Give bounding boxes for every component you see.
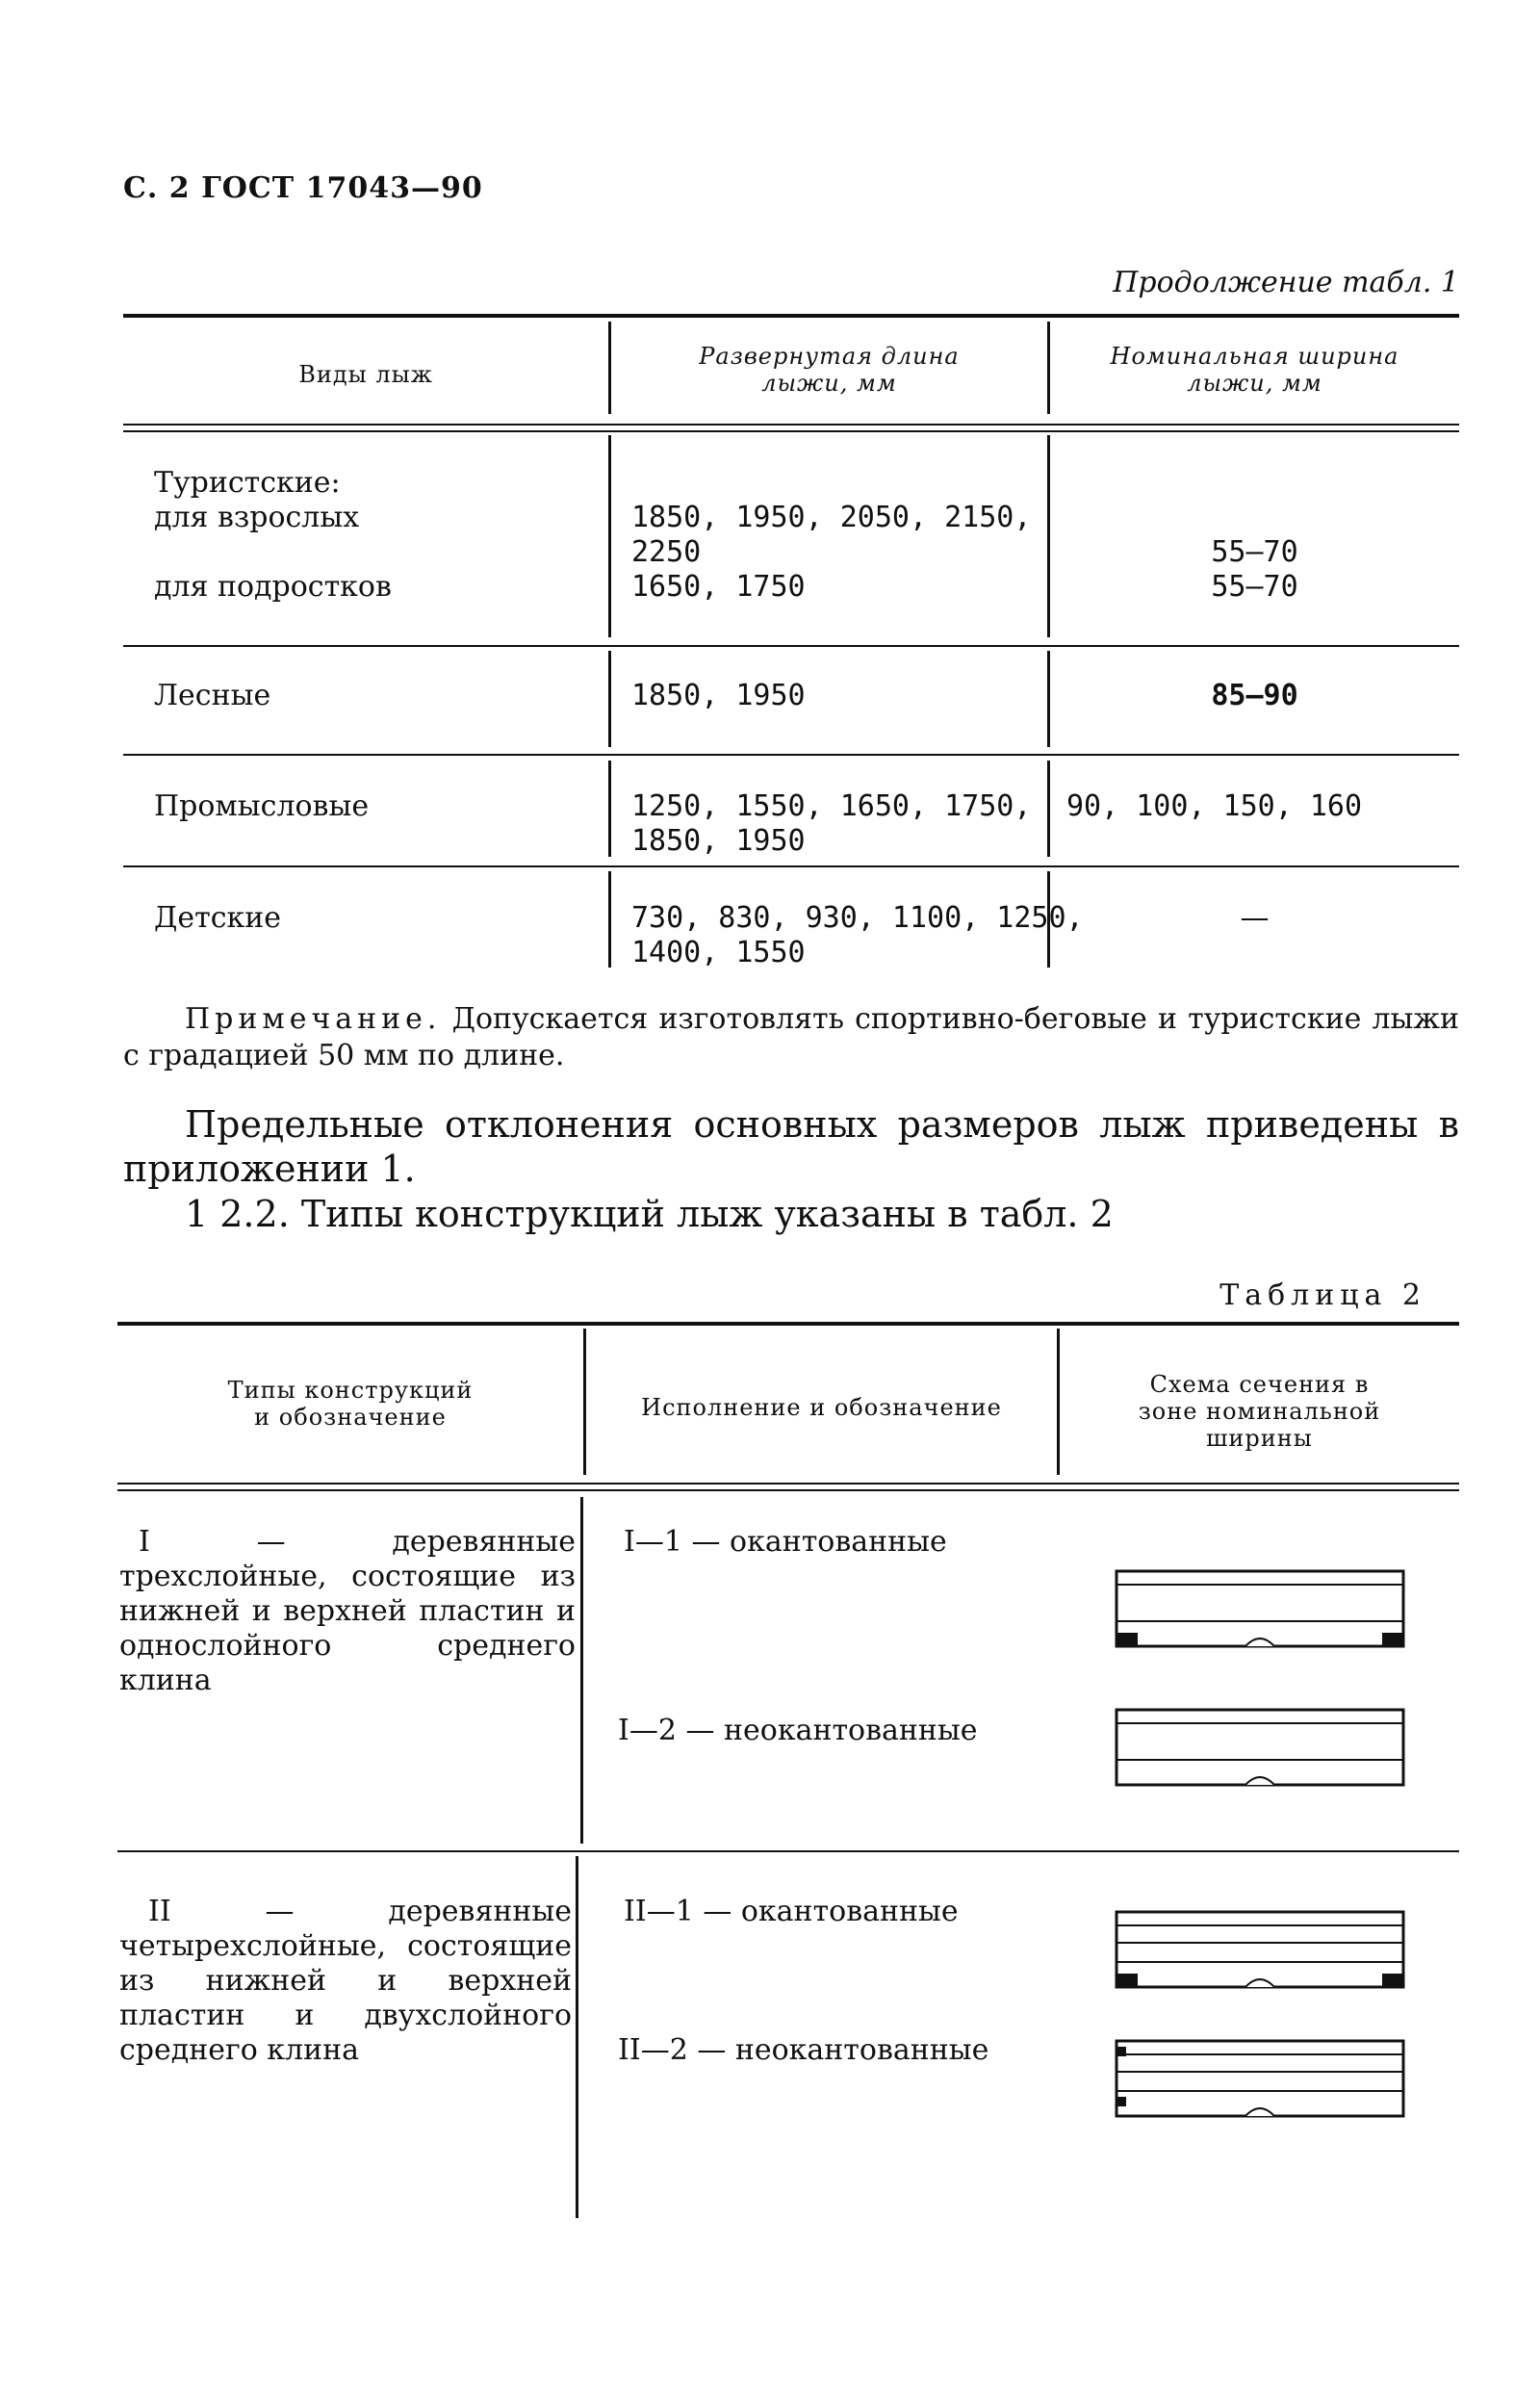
- table2-row-variant-unedged: I—2 — неокантованные: [618, 1714, 978, 1747]
- table1-note: [123, 1001, 1459, 1074]
- ski-section-3layer-unedged-icon: [1113, 1706, 1407, 1789]
- table2-row-type: I — деревянные трехслойные, состоящие из нижней и верхней пластин и однослойного среднего клина: [119, 1525, 576, 1697]
- table2-caption: Таблица 2: [1219, 1278, 1426, 1312]
- table1-row-length: 1850, 1950: [631, 679, 806, 712]
- table1-row-kind: Промысловые: [154, 789, 370, 823]
- table1-row-length: 1250, 1550, 1650, 1750, 1850, 1950: [631, 789, 1032, 858]
- table2-row-type: II — деревянные четырехслойные, состоящие из нижней и верхней пластин и двухслойного среднего клина: [119, 1895, 572, 2067]
- paragraph-types: 1 2.2. Типы конструкций лыж указаны в табл. 2: [185, 1193, 1114, 1235]
- table2-header-type: Типы конструкций и обозначение: [227, 1377, 474, 1431]
- ski-section-4layer-unedged-icon: [1113, 2037, 1407, 2120]
- table1-caption: Продолжение табл. 1: [1113, 266, 1459, 299]
- table1-row-kind: Лесные: [154, 679, 271, 712]
- table1-row-width: 55—70 55—70: [1211, 535, 1298, 604]
- table1-row-width: —: [1240, 901, 1270, 935]
- table2-header-schema: Схема сечения в зоне номинальной ширины: [1138, 1371, 1381, 1452]
- table2-row-variant-unedged: II—2 — неокантованные: [618, 2033, 989, 2067]
- page-header: С. 2 ГОСТ 17043—90: [123, 171, 483, 205]
- table1-row-kind: Детские: [154, 901, 282, 935]
- ski-section-3layer-edged-icon: [1113, 1567, 1407, 1650]
- table1-header-length: Развернутая длина лыжи, мм: [699, 343, 960, 397]
- note-label: Примечание.: [185, 1002, 442, 1036]
- table1-row-length: 730, 830, 930, 1100, 1250, 1400, 1550: [631, 901, 1084, 969]
- table1-row-length: 1850, 1950, 2050, 2150, 2250 1650, 1750: [631, 501, 1032, 604]
- table1-row-kind: Туристские: для взрослых для подростков: [154, 466, 392, 604]
- table2-header-variant: Исполнение и обозначение: [641, 1394, 1002, 1421]
- paragraph-deviations: Предельные отклонения основных размеров лыж приведены в приложении 1.: [123, 1103, 1459, 1190]
- note-text: Допускается изготовлять спортивно-беговые и туристские лыжи с градацией 50 мм по длине.: [123, 1002, 1459, 1072]
- table1-header-width: Номинальная ширина лыжи, мм: [1110, 343, 1399, 397]
- table2-row-variant-edged: I—1 — окантованные: [624, 1525, 947, 1559]
- table1-header-kind: Виды лыж: [298, 361, 433, 388]
- ski-section-4layer-edged-icon: [1113, 1908, 1407, 1991]
- table1-row-width: 85—90: [1211, 679, 1298, 712]
- table2-row-variant-edged: II—1 — окантованные: [624, 1895, 959, 1928]
- table1-row-width: 90, 100, 150, 160: [1066, 789, 1363, 823]
